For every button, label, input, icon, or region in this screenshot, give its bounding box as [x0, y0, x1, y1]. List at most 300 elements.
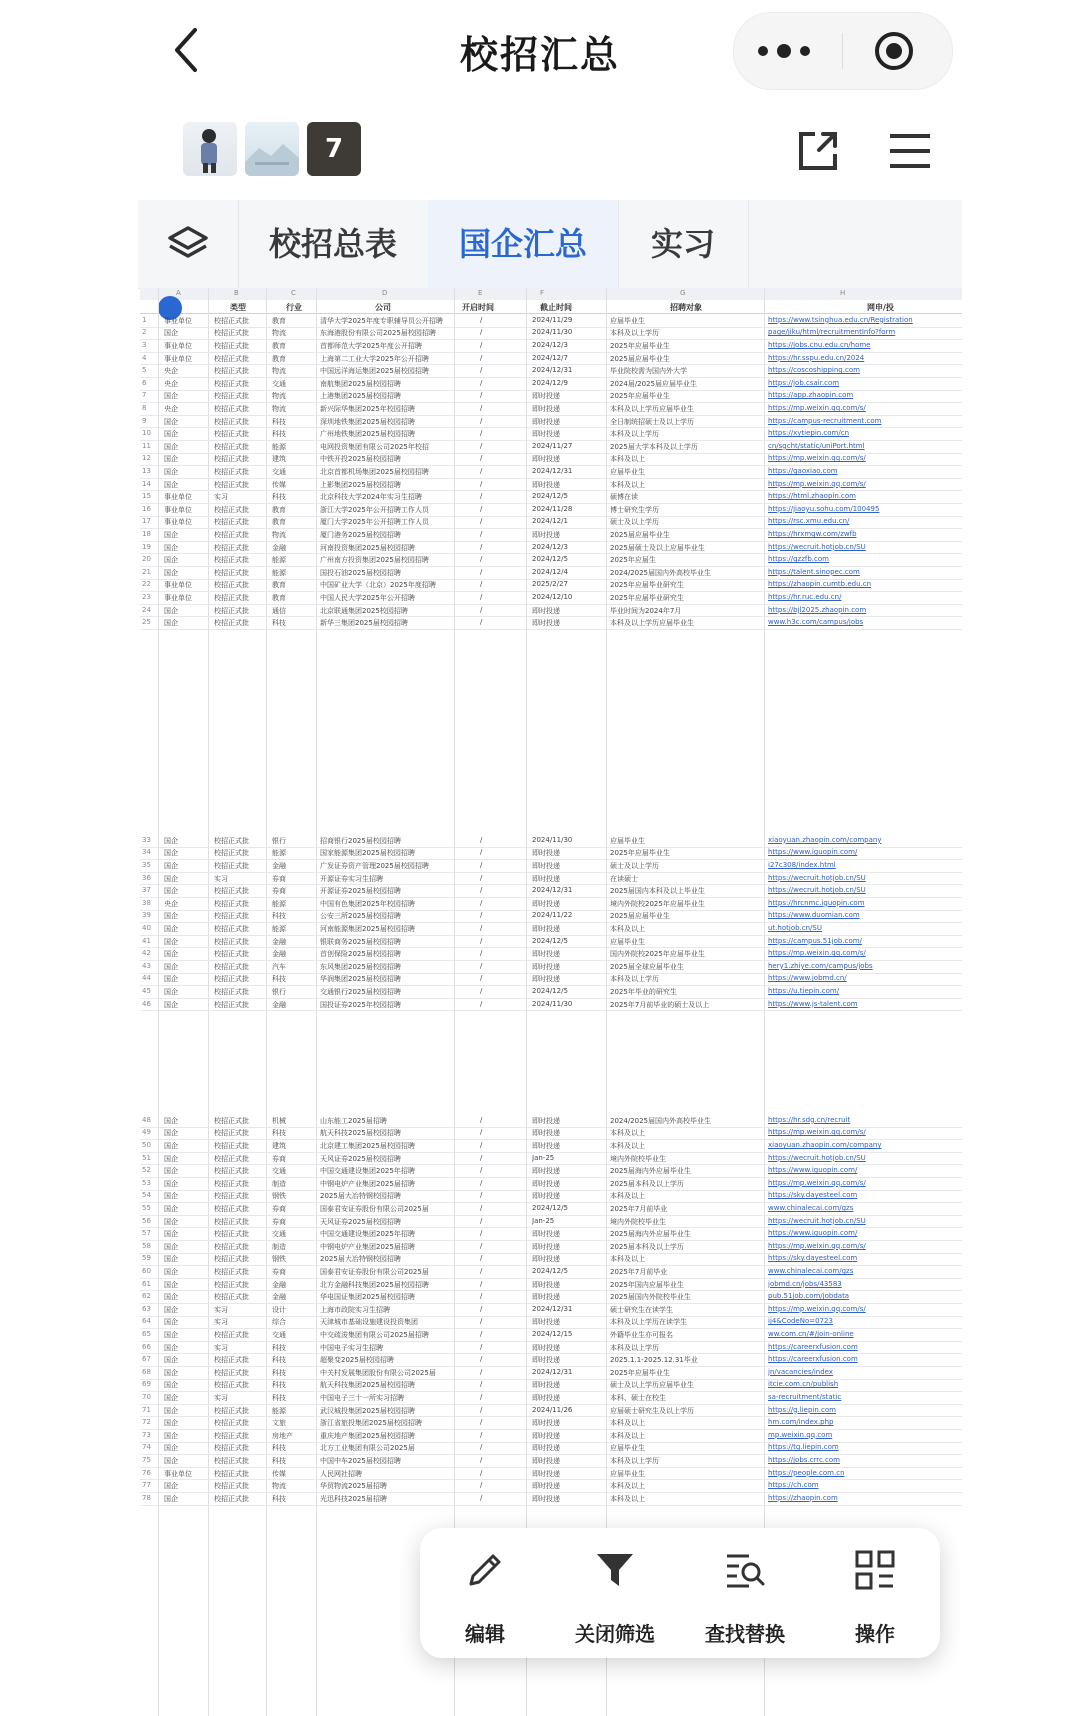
table-cell[interactable]: xiaoyuan.zhaopin.com/company [768, 1140, 882, 1149]
table-cell[interactable]: / [480, 391, 483, 400]
table-cell[interactable]: 金融 [272, 1000, 286, 1009]
table-cell[interactable]: 校招正式批 [214, 1242, 249, 1251]
table-cell[interactable]: 交通银行2025届校园招聘 [320, 987, 401, 996]
table-row[interactable] [140, 1177, 962, 1191]
table-cell[interactable]: 上港集团2025届校园招聘 [320, 392, 401, 401]
table-cell[interactable]: 事业单位 [164, 505, 192, 514]
table-cell[interactable]: 电网投资集团有限公司2025年校招 [320, 442, 429, 451]
table-cell[interactable]: 教育 [272, 518, 286, 527]
table-cell[interactable]: 即时投递 [532, 1141, 560, 1150]
table-cell[interactable]: 国企 [164, 1330, 178, 1339]
table-cell[interactable]: https://mp.weixin.qq.com/s/ [768, 1241, 866, 1250]
table-cell[interactable]: 国企 [164, 924, 178, 933]
table-cell[interactable]: 2024/12/31 [532, 366, 573, 375]
table-cell[interactable]: 首创保险2025届校园招聘 [320, 950, 401, 959]
table-cell[interactable]: 2025届海内外应届毕业生 [610, 1167, 691, 1176]
table-cell[interactable]: / [480, 1380, 483, 1389]
table-cell[interactable]: 新华三集团2025届校园招聘 [320, 619, 408, 628]
table-cell[interactable]: 校招正式批 [214, 404, 249, 413]
table-cell[interactable]: 国企 [164, 874, 178, 883]
table-cell[interactable]: 即时投递 [532, 1280, 560, 1289]
table-cell[interactable]: 交通 [272, 1167, 286, 1176]
table-cell[interactable]: 中交疏浚集团有限公司2025届招聘 [320, 1330, 429, 1339]
table-cell[interactable]: 2025.1.1-2025.12.31毕业 [610, 1356, 698, 1365]
table-cell[interactable]: 2025届国内本科及以上毕业生 [610, 887, 705, 896]
table-cell[interactable]: 国企 [164, 1167, 178, 1176]
table-cell[interactable]: 校招正式批 [214, 937, 249, 946]
table-cell[interactable]: 科技 [272, 1444, 286, 1453]
table-cell[interactable]: https://mp.weixin.qq.com/s/ [768, 403, 866, 412]
table-cell[interactable]: 国企 [164, 887, 178, 896]
table-cell[interactable]: 2025届应届毕业生 [610, 912, 670, 921]
table-cell[interactable]: 本科及以上 [610, 1141, 645, 1150]
table-row[interactable] [140, 566, 962, 580]
table-cell[interactable]: / [480, 1128, 483, 1137]
table-cell[interactable]: 制造 [272, 1179, 286, 1188]
table-cell[interactable]: 科技 [272, 1129, 286, 1138]
table-cell[interactable]: 校招正式批 [214, 1356, 249, 1365]
table-cell[interactable]: 本科及以上 [610, 1419, 645, 1428]
table-cell[interactable]: www.chinalecai.com/gzs [768, 1203, 854, 1212]
table-cell[interactable]: 应届毕业生 [610, 1444, 645, 1453]
table-cell[interactable]: 校招正式批 [214, 1255, 249, 1264]
table-cell[interactable]: https://mp.weixin.qq.com/s/ [768, 949, 866, 958]
table-cell[interactable]: 校招正式批 [214, 1419, 249, 1428]
table-cell[interactable]: https://zhaopin.com [768, 1493, 838, 1502]
table-row[interactable] [140, 834, 962, 848]
table-row[interactable] [140, 1404, 962, 1418]
table-cell[interactable]: 科技 [272, 1368, 286, 1377]
table-cell[interactable]: 2024/2025届国内外高校毕业生 [610, 568, 711, 577]
table-cell[interactable]: 2024/12/9 [532, 378, 568, 387]
table-cell[interactable]: 国企 [164, 392, 178, 401]
table-row[interactable] [140, 1127, 962, 1141]
table-cell[interactable]: 即时投递 [532, 1444, 560, 1453]
table-cell[interactable]: 国企 [164, 1217, 178, 1226]
table-cell[interactable]: 即时投递 [532, 1482, 560, 1491]
table-cell[interactable]: / [480, 1166, 483, 1175]
table-row[interactable] [140, 604, 962, 618]
table-cell[interactable]: https://www.iguopin.com/ [768, 1166, 858, 1175]
table-row[interactable] [140, 503, 962, 517]
table-cell[interactable]: / [480, 1342, 483, 1351]
table-cell[interactable]: hery1.zhiye.com/campus/jobs [768, 961, 873, 970]
table-cell[interactable]: https://talent.sinopec.com [768, 567, 860, 576]
table-cell[interactable]: 2024/12/31 [532, 466, 573, 475]
table-row[interactable] [140, 427, 962, 441]
table-cell[interactable]: 交通 [272, 467, 286, 476]
table-cell[interactable]: 即时投递 [532, 392, 560, 401]
table-cell[interactable]: 2024届/2025届应届毕业生 [610, 379, 697, 388]
table-row[interactable] [140, 1278, 962, 1292]
table-cell[interactable]: 国企 [164, 442, 178, 451]
table-row[interactable] [140, 985, 962, 999]
table-cell[interactable]: 清华大学2025年度专职辅导员公开招聘 [320, 316, 443, 325]
table-cell[interactable]: 国企 [164, 1255, 178, 1264]
table-cell[interactable]: 本科及以上 [610, 924, 645, 933]
table-cell[interactable]: / [480, 1443, 483, 1452]
table-cell[interactable]: 国企 [164, 1293, 178, 1302]
table-row[interactable] [140, 884, 962, 898]
table-row[interactable] [140, 1303, 962, 1317]
table-cell[interactable]: 广州地铁集团2025届校园招聘 [320, 430, 415, 439]
table-cell[interactable]: 本科及以上 [610, 1129, 645, 1138]
table-cell[interactable]: www.chinalecai.com/gzs [768, 1266, 854, 1275]
table-cell[interactable]: 2025年应届毕业生 [610, 1368, 670, 1377]
table-cell[interactable]: https://www.iguopin.com/ [768, 848, 858, 857]
table-cell[interactable]: / [480, 1115, 483, 1124]
table-cell[interactable]: 物流 [272, 530, 286, 539]
table-cell[interactable]: 中钢电炉产业集团2025届招聘 [320, 1242, 415, 1251]
table-cell[interactable]: 国企 [164, 836, 178, 845]
table-cell[interactable]: 天风证券2025届校园招聘 [320, 1154, 401, 1163]
table-cell[interactable]: 事业单位 [164, 581, 192, 590]
table-cell[interactable]: / [480, 1241, 483, 1250]
table-cell[interactable]: 通信 [272, 606, 286, 615]
table-cell[interactable]: 即时投递 [532, 530, 560, 539]
table-cell[interactable]: 本科及以上学历 [610, 1456, 659, 1465]
table-row[interactable] [140, 1341, 962, 1355]
table-row[interactable] [140, 478, 962, 492]
table-cell[interactable]: 即时投递 [532, 430, 560, 439]
table-cell[interactable]: 本科及以上 [610, 1482, 645, 1491]
table-row[interactable] [140, 973, 962, 987]
table-cell[interactable]: 2025届大冶特钢校园招聘 [320, 1255, 401, 1264]
column-letter[interactable]: B [234, 289, 239, 297]
table-cell[interactable]: 即时投递 [532, 1293, 560, 1302]
table-row[interactable] [140, 1353, 962, 1367]
table-cell[interactable]: / [480, 1178, 483, 1187]
table-cell[interactable]: 2024/12/31 [532, 886, 573, 895]
table-cell[interactable]: 金融 [272, 861, 286, 870]
table-cell[interactable]: https://hr.sspu.edu.cn/2024 [768, 353, 865, 362]
table-cell[interactable]: 教育 [272, 341, 286, 350]
table-cell[interactable]: 能源 [272, 849, 286, 858]
table-cell[interactable]: 科技 [272, 493, 286, 502]
table-cell[interactable]: https://mp.weixin.qq.com/s/ [768, 479, 866, 488]
table-row[interactable] [140, 616, 962, 630]
table-cell[interactable]: https://www.tsinghua.edu.cn/Registration [768, 315, 913, 324]
table-cell[interactable]: 2024/12/3 [532, 340, 568, 349]
spreadsheet-grid[interactable] [140, 288, 962, 1716]
table-cell[interactable]: / [480, 1266, 483, 1275]
table-row[interactable] [140, 1164, 962, 1178]
table-cell[interactable]: https://coscoshipping.com [768, 366, 860, 375]
table-cell[interactable]: / [480, 974, 483, 983]
column-letter[interactable]: A [176, 289, 181, 297]
table-cell[interactable]: 国企 [164, 1343, 178, 1352]
table-cell[interactable]: 校招正式批 [214, 899, 249, 908]
table-cell[interactable]: 武汉城投集团2025届校园招聘 [320, 1406, 415, 1415]
column-letter[interactable]: D [382, 289, 388, 297]
table-cell[interactable]: 2025年应届毕业研究生 [610, 581, 684, 590]
table-cell[interactable]: 交通 [272, 379, 286, 388]
table-cell[interactable]: https://sky.dayesteel.com [768, 1191, 858, 1200]
table-cell[interactable]: https://mp.weixin.qq.com/s/ [768, 1304, 866, 1313]
table-cell[interactable]: https://jobs.cnu.edu.cn/home [768, 340, 871, 349]
table-cell[interactable]: 校招正式批 [214, 836, 249, 845]
table-cell[interactable]: 南航集团2025届校园招聘 [320, 379, 401, 388]
table-cell[interactable]: 即时投递 [532, 619, 560, 628]
table-cell[interactable]: 应届毕业生 [610, 467, 645, 476]
table-cell[interactable]: 事业单位 [164, 341, 192, 350]
table-cell[interactable]: 本科、硕士在校生 [610, 1393, 666, 1402]
table-cell[interactable]: 深圳地铁集团2025届校园招聘 [320, 417, 415, 426]
table-row[interactable] [140, 1379, 962, 1393]
field-header[interactable]: 公司 [375, 303, 391, 312]
table-cell[interactable]: 2024/12/7 [532, 353, 568, 362]
table-cell[interactable]: 传媒 [272, 1469, 286, 1478]
table-cell[interactable]: 国企 [164, 1356, 178, 1365]
table-cell[interactable]: 科技 [272, 1393, 286, 1402]
table-cell[interactable]: 即时投递 [532, 1343, 560, 1352]
table-cell[interactable]: / [480, 1216, 483, 1225]
table-row[interactable] [140, 465, 962, 479]
table-cell[interactable]: 2024/12/31 [532, 1367, 573, 1376]
table-cell[interactable]: 2024/12/5 [532, 555, 568, 564]
table-cell[interactable]: 中关村发展集团股份有限公司2025届 [320, 1368, 436, 1377]
column-letter[interactable]: G [680, 289, 686, 297]
table-row[interactable] [140, 1152, 962, 1166]
table-cell[interactable]: / [480, 517, 483, 526]
table-cell[interactable]: 中国交通建设集团2025年招聘 [320, 1167, 415, 1176]
table-cell[interactable]: mp.weixin.qq.com [768, 1430, 833, 1439]
table-cell[interactable]: / [480, 1493, 483, 1502]
table-cell[interactable]: 2025年应届生 [610, 556, 656, 565]
table-cell[interactable]: 建筑 [272, 455, 286, 464]
table-cell[interactable]: 2025届本科及以上学历 [610, 1179, 684, 1188]
table-row[interactable] [140, 1215, 962, 1229]
table-cell[interactable]: 国投证券2025年校园招聘 [320, 1000, 401, 1009]
table-cell[interactable]: 银行 [272, 987, 286, 996]
table-cell[interactable]: 即时投递 [532, 950, 560, 959]
table-row[interactable] [140, 1265, 962, 1279]
table-cell[interactable]: 校招正式批 [214, 1431, 249, 1440]
table-cell[interactable]: 校招正式批 [214, 1179, 249, 1188]
table-cell[interactable]: 华电国证集团2025届校园招聘 [320, 1293, 415, 1302]
table-cell[interactable]: / [480, 618, 483, 627]
table-cell[interactable]: 国企 [164, 1494, 178, 1503]
table-cell[interactable]: / [480, 328, 483, 337]
table-cell[interactable]: 校招正式批 [214, 1192, 249, 1201]
table-row[interactable] [140, 553, 962, 567]
table-cell[interactable]: 北方工业集团有限公司2025届 [320, 1444, 415, 1453]
table-cell[interactable]: 即时投递 [532, 1129, 560, 1138]
table-cell[interactable]: 银行 [272, 836, 286, 845]
table-cell[interactable]: 2024/11/22 [532, 911, 573, 920]
table-cell[interactable]: 校招正式批 [214, 543, 249, 552]
table-cell[interactable]: 国企 [164, 1280, 178, 1289]
table-cell[interactable]: 校招正式批 [214, 430, 249, 439]
table-cell[interactable]: / [480, 315, 483, 324]
table-cell[interactable]: 国企 [164, 1204, 178, 1213]
table-cell[interactable]: 北京首都机场集团2025届校园招聘 [320, 467, 429, 476]
table-cell[interactable]: xiaoyuan.zhaopin.com/company [768, 835, 882, 844]
table-cell[interactable]: / [480, 1468, 483, 1477]
table-cell[interactable]: 科技 [272, 417, 286, 426]
table-cell[interactable]: 2024/11/26 [532, 1405, 573, 1414]
table-cell[interactable]: 国企 [164, 430, 178, 439]
table-cell[interactable]: itcie.com.cn/publish [768, 1380, 839, 1389]
table-cell[interactable]: 硕士及以上学历 [610, 518, 659, 527]
table-row[interactable] [140, 377, 962, 391]
table-cell[interactable]: / [480, 1292, 483, 1301]
table-cell[interactable]: 实习 [214, 1393, 228, 1402]
table-cell[interactable]: 制造 [272, 1242, 286, 1251]
table-row[interactable] [140, 1467, 962, 1481]
table-cell[interactable]: / [480, 961, 483, 970]
table-cell[interactable]: / [480, 986, 483, 995]
table-cell[interactable]: 国企 [164, 1129, 178, 1138]
table-cell[interactable]: 校招正式批 [214, 1469, 249, 1478]
table-cell[interactable]: 中国远洋海运集团2025届校园招聘 [320, 367, 429, 376]
table-cell[interactable]: / [480, 1317, 483, 1326]
table-cell[interactable]: 国家能源集团2025届校园招聘 [320, 849, 415, 858]
table-cell[interactable]: 校招正式批 [214, 1154, 249, 1163]
table-cell[interactable]: 国企 [164, 543, 178, 552]
table-cell[interactable]: 校招正式批 [214, 1456, 249, 1465]
table-cell[interactable]: 机械 [272, 1116, 286, 1125]
table-cell[interactable]: 钢铁 [272, 1192, 286, 1201]
table-cell[interactable]: 科技 [272, 430, 286, 439]
table-cell[interactable]: / [480, 429, 483, 438]
table-cell[interactable]: 校招正式批 [214, 924, 249, 933]
table-cell[interactable]: / [480, 1304, 483, 1313]
table-cell[interactable]: 科技 [272, 1456, 286, 1465]
table-row[interactable] [140, 1139, 962, 1153]
table-cell[interactable]: 即时投递 [532, 1230, 560, 1239]
table-cell[interactable]: 文旅 [272, 1419, 286, 1428]
table-cell[interactable]: 华润集团2025届校园招聘 [320, 975, 401, 984]
table-cell[interactable]: https://wecruit.hotjob.cn/SU [768, 1216, 866, 1225]
table-cell[interactable]: 汽车 [272, 962, 286, 971]
table-cell[interactable]: 校招正式批 [214, 1368, 249, 1377]
table-cell[interactable]: 中国矿业大学（北京）2025年度招聘 [320, 581, 436, 590]
table-cell[interactable]: https://jiaoyu.sohu.com/100495 [768, 504, 880, 513]
table-row[interactable] [140, 998, 962, 1012]
table-cell[interactable]: 校招正式批 [214, 568, 249, 577]
table-row[interactable] [140, 1442, 962, 1456]
table-cell[interactable]: 中国电子三十一所实习招聘 [320, 1393, 404, 1402]
table-cell[interactable]: 2024/11/27 [532, 441, 573, 450]
table-cell[interactable]: https://gzzfb.com [768, 555, 829, 564]
field-header[interactable]: 行业 [286, 303, 302, 312]
table-cell[interactable]: 2024/11/29 [532, 315, 573, 324]
table-cell[interactable]: 北京科技大学2024年实习生招聘 [320, 493, 422, 502]
table-cell[interactable]: 东海港股份有限公司2025届校园招聘 [320, 329, 436, 338]
table-cell[interactable]: 物流 [272, 329, 286, 338]
table-row[interactable] [140, 910, 962, 924]
table-cell[interactable]: 即时投递 [532, 1356, 560, 1365]
table-cell[interactable]: 校招正式批 [214, 962, 249, 971]
table-cell[interactable]: 科技 [272, 975, 286, 984]
table-cell[interactable]: 中国有色集团2025年校园招聘 [320, 899, 415, 908]
table-cell[interactable]: 重庆地产集团2025届校园招聘 [320, 1431, 415, 1440]
table-row[interactable] [140, 591, 962, 605]
table-cell[interactable]: 校招正式批 [214, 1204, 249, 1213]
table-cell[interactable]: 综合 [272, 1318, 286, 1327]
table-cell[interactable]: 国企 [164, 568, 178, 577]
table-cell[interactable]: 东风集团2025届校园招聘 [320, 962, 401, 971]
table-cell[interactable]: 传媒 [272, 480, 286, 489]
table-cell[interactable]: https://mp.weixin.qq.com/s/ [768, 1128, 866, 1137]
table-cell[interactable]: 国企 [164, 1406, 178, 1415]
table-cell[interactable]: 国企 [164, 1381, 178, 1390]
table-cell[interactable]: 央企 [164, 367, 178, 376]
table-cell[interactable]: 2024/12/10 [532, 592, 573, 601]
table-cell[interactable]: 开源证券2025届校园招聘 [320, 887, 401, 896]
table-cell[interactable]: 2024/12/1 [532, 517, 568, 526]
table-cell[interactable]: 国企 [164, 1444, 178, 1453]
table-cell[interactable]: 国企 [164, 1419, 178, 1428]
table-cell[interactable]: 2024/12/5 [532, 1203, 568, 1212]
avatar[interactable]: 7 [307, 122, 361, 176]
table-cell[interactable]: 航天科技2025届校园招聘 [320, 1129, 401, 1138]
table-cell[interactable]: 校招正式批 [214, 1129, 249, 1138]
table-cell[interactable]: / [480, 1430, 483, 1439]
table-cell[interactable]: / [480, 441, 483, 450]
table-cell[interactable]: 国企 [164, 912, 178, 921]
table-cell[interactable]: Jan-25 [532, 1216, 555, 1225]
table-cell[interactable]: / [480, 1279, 483, 1288]
table-row[interactable] [140, 516, 962, 530]
table-cell[interactable]: 2024/12/5 [532, 492, 568, 501]
table-cell[interactable]: / [480, 479, 483, 488]
table-cell[interactable]: 2025届硕士及以上应届毕业生 [610, 543, 705, 552]
table-row[interactable] [140, 490, 962, 504]
table-cell[interactable]: 建筑 [272, 1141, 286, 1150]
tab-soe-summary[interactable]: 国企汇总 [428, 200, 619, 288]
table-row[interactable] [140, 440, 962, 454]
table-row[interactable] [140, 314, 962, 328]
table-cell[interactable]: 即时投递 [532, 899, 560, 908]
table-cell[interactable]: 实习 [214, 493, 228, 502]
table-cell[interactable]: / [480, 1405, 483, 1414]
table-cell[interactable]: 校招正式批 [214, 316, 249, 325]
table-row[interactable] [140, 528, 962, 542]
table-cell[interactable]: 即时投递 [532, 417, 560, 426]
table-cell[interactable]: 应届毕业生 [610, 836, 645, 845]
table-row[interactable] [140, 327, 962, 341]
field-header[interactable]: 招聘对象 [670, 303, 702, 312]
table-cell[interactable]: 券商 [272, 874, 286, 883]
table-cell[interactable]: 上影集团2025届校园招聘 [320, 480, 401, 489]
table-cell[interactable]: 校招正式批 [214, 975, 249, 984]
table-cell[interactable]: 本科及以上学历 [610, 1343, 659, 1352]
table-cell[interactable]: 北京建工集团2025届校园招聘 [320, 1141, 415, 1150]
table-cell[interactable]: https://campus.51job.com/ [768, 936, 862, 945]
table-cell[interactable]: 券商 [272, 1204, 286, 1213]
table-cell[interactable]: https://wecruit.hotjob.cn/SU [768, 1153, 866, 1162]
table-cell[interactable]: 事业单位 [164, 1469, 192, 1478]
table-cell[interactable]: 国企 [164, 480, 178, 489]
table-cell[interactable]: https://html.zhaopin.com [768, 492, 856, 501]
table-cell[interactable]: https://wecruit.hotjob.cn/SU [768, 542, 866, 551]
table-cell[interactable]: 即时投递 [532, 1456, 560, 1465]
table-cell[interactable]: 校招正式批 [214, 392, 249, 401]
table-cell[interactable]: 国企 [164, 950, 178, 959]
table-cell[interactable]: 2025年7月前毕业的硕士及以上 [610, 1000, 710, 1009]
table-cell[interactable]: 2025届应届毕业生 [610, 530, 670, 539]
table-cell[interactable]: 本科及以上学历 [610, 329, 659, 338]
table-row[interactable] [140, 364, 962, 378]
table-cell[interactable]: 即时投递 [532, 1116, 560, 1125]
table-cell[interactable]: 本科及以上 [610, 1431, 645, 1440]
table-cell[interactable]: 能源 [272, 556, 286, 565]
table-cell[interactable]: 本科及以上学历 [610, 430, 659, 439]
table-cell[interactable]: https://ch.com [768, 1481, 819, 1490]
table-cell[interactable]: 即时投递 [532, 404, 560, 413]
